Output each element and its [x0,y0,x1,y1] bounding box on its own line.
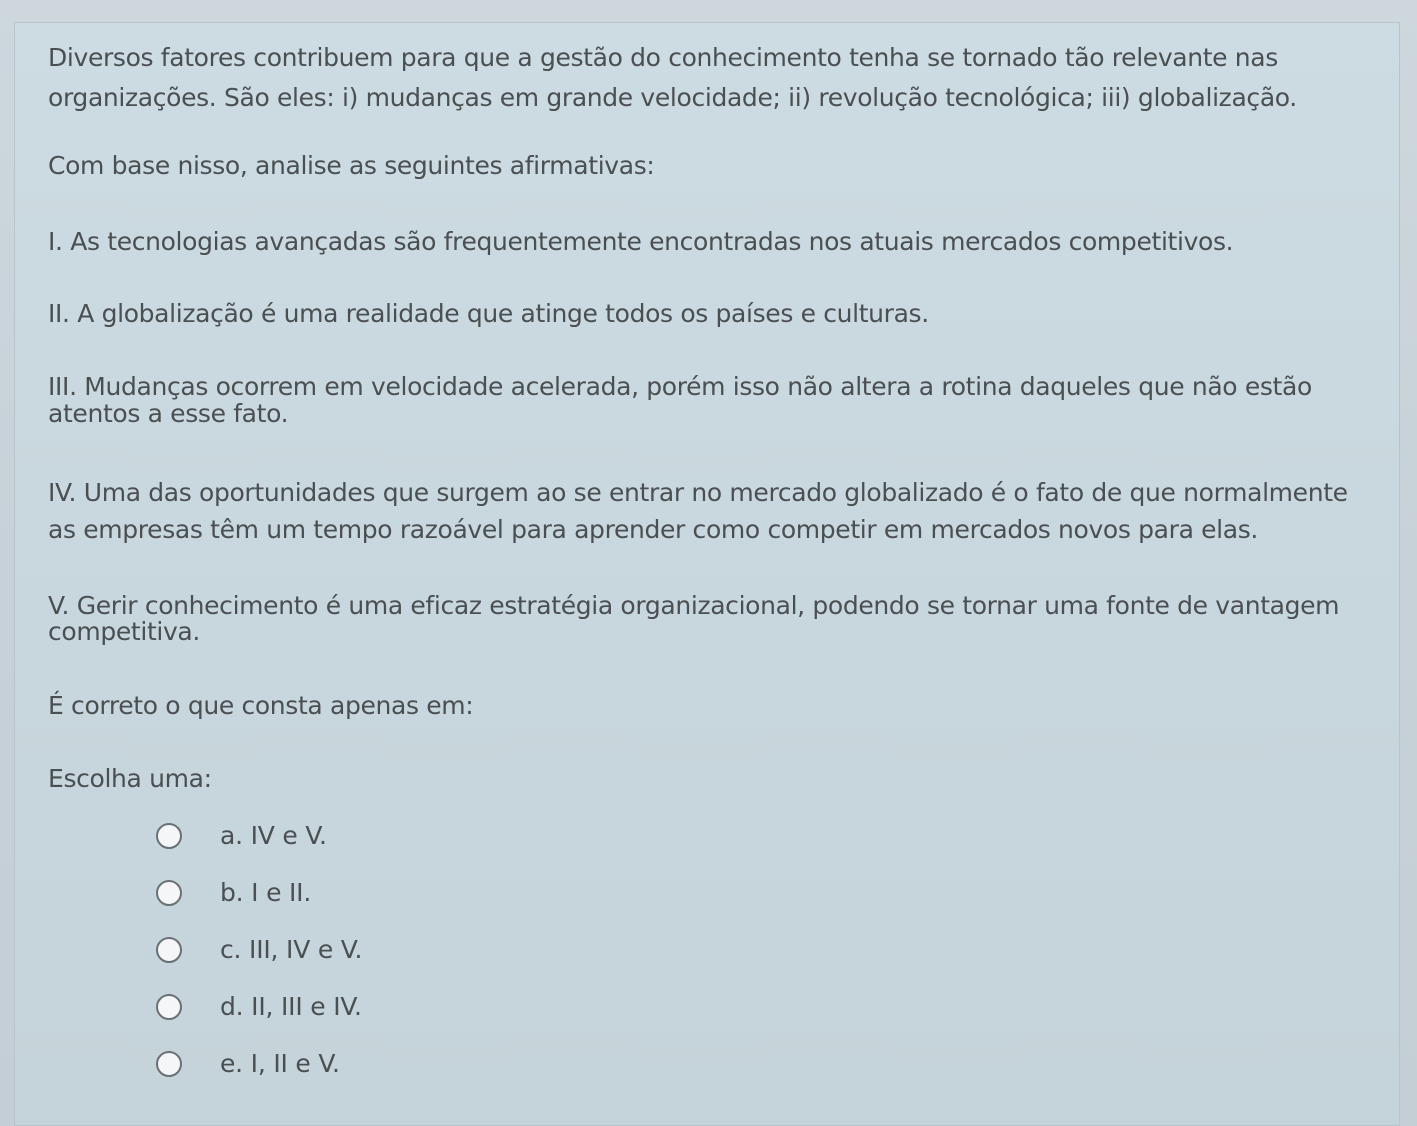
option-b[interactable] [156,875,311,911]
statement-i: I. As tecnologias avançadas são frequentemente encontradas nos atuais mercados competitivos. [48,227,1234,256]
radio-option-d[interactable] [156,994,182,1020]
option-d-label[interactable]: d. II, III e IV. [220,992,362,1021]
radio-option-a[interactable] [156,823,182,849]
option-b-label[interactable]: b. I e II. [220,878,312,907]
radio-option-b[interactable] [156,880,182,906]
intro-line-2: organizações. São eles: i) mudanças em grande velocidade; ii) revolução tecnológica; iii) globalização. [48,83,1297,112]
statement-iii-line-1: III. Mudanças ocorrem em velocidade acelerada, porém isso não altera a rotina daqueles que não estão [48,372,1312,401]
option-d[interactable] [156,989,362,1025]
option-e[interactable] [156,1046,340,1082]
option-e-label[interactable]: e. I, II e V. [220,1049,340,1078]
statement-v-line-2: competitiva. [48,617,201,646]
option-c-label[interactable]: c. III, IV e V. [220,935,363,964]
analysis-prompt: Com base nisso, analise as seguintes afirmativas: [48,151,655,180]
option-a-label[interactable]: a. IV e V. [220,821,327,850]
option-c[interactable] [156,932,362,968]
radio-option-e[interactable] [156,1051,182,1077]
statement-v-line-1: V. Gerir conhecimento é uma eficaz estratégia organizacional, podendo se tornar uma fonte de vantagem [48,591,1340,620]
radio-option-c[interactable] [156,937,182,963]
statement-iv-line-1: IV. Uma das oportunidades que surgem ao se entrar no mercado globalizado é o fato de que normalmente [48,478,1348,507]
statement-iii-line-2: atentos a esse fato. [48,399,289,428]
statement-ii: II. A globalização é uma realidade que atinge todos os países e culturas. [48,299,929,328]
option-a[interactable] [156,818,327,854]
correct-answer-question: É correto o que consta apenas em: [48,691,474,720]
intro-line-1: Diversos fatores contribuem para que a gestão do conhecimento tenha se tornado tão relevante nas [48,43,1278,72]
statement-iv-line-2: as empresas têm um tempo razoável para aprender como competir em mercados novos para elas. [48,515,1259,544]
choose-one-label: Escolha uma: [48,764,212,793]
